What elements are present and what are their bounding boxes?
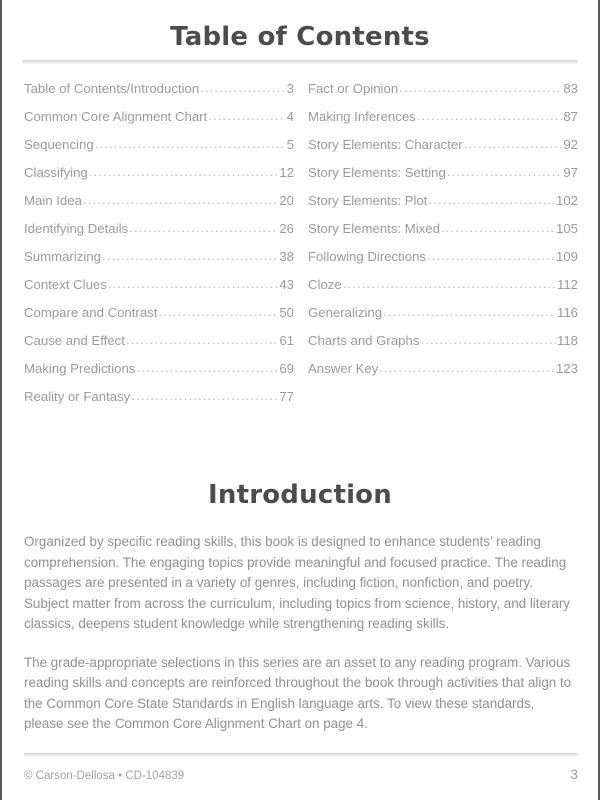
- toc-entry[interactable]: [308, 81, 578, 109]
- toc-leader-dots: [417, 108, 563, 123]
- toc-entry-label: Cause and Effect: [24, 333, 125, 348]
- toc-entry-page: 118: [556, 333, 578, 348]
- toc-entry-label: Making Inferences: [308, 109, 416, 124]
- toc-entry-page: 102: [555, 193, 578, 208]
- toc-entry[interactable]: [308, 249, 578, 277]
- toc-entry-page: 26: [279, 221, 294, 236]
- introduction-paragraph: Organized by specific reading skills, this book is designed to enhance students’ reading comprehension. The engaging topics provide meaningful and focused practice. The reading passages are presented in a variety of genres, including fiction, nonfiction, and poetry. Subject matter from across the curriculum, including topics from science, history, and literary classics, deepens student knowledge while strengthening reading skills.: [24, 534, 570, 631]
- introduction-paragraph: The grade-appropriate selections in this series are an asset to any reading program. Various reading skills and concepts are reinforced throughout the book through activities that align to the Common Core State Standards in English language arts. To view these standards, please see the Common Core Alignment Chart on page 4.: [24, 654, 572, 731]
- toc-entry[interactable]: [24, 109, 294, 137]
- toc-entry-label: Story Elements: Setting: [308, 165, 446, 180]
- toc-entry-page: 109: [555, 249, 578, 264]
- table-of-contents: [2, 81, 598, 417]
- toc-entry[interactable]: [308, 221, 578, 249]
- toc-leader-dots: [399, 80, 562, 95]
- toc-entry[interactable]: [24, 193, 294, 221]
- toc-entry-page: 20: [279, 193, 294, 208]
- copyright-notice: © Carson-Dellosa • CD-104839: [24, 770, 185, 782]
- footer-row: [24, 766, 578, 782]
- toc-entry[interactable]: [24, 305, 294, 333]
- toc-entry[interactable]: [308, 277, 578, 305]
- toc-leader-dots: [343, 276, 556, 291]
- toc-entry-label: Story Elements: Plot: [308, 193, 428, 208]
- toc-entry-label: Common Core Alignment Chart: [24, 109, 208, 124]
- header-divider: [22, 60, 578, 64]
- toc-entry[interactable]: [24, 361, 294, 389]
- footer-page-number: 3: [570, 766, 578, 782]
- toc-entry-label: Cloze: [308, 277, 342, 292]
- toc-entry-label: Table of Contents/Introduction: [24, 81, 200, 96]
- toc-entry[interactable]: [308, 361, 578, 389]
- page-footer: [2, 753, 598, 782]
- toc-leader-dots: [108, 276, 279, 291]
- toc-leader-dots: [200, 80, 285, 95]
- toc-entry-label: Reality or Fantasy: [24, 389, 131, 404]
- toc-entry-page: 105: [555, 221, 578, 236]
- toc-entry-label: Story Elements: Mixed: [308, 221, 440, 236]
- footer-divider: [24, 753, 578, 757]
- toc-entry[interactable]: [308, 165, 578, 193]
- toc-entry-page: 61: [279, 333, 294, 348]
- toc-leader-dots: [379, 360, 555, 375]
- toc-entry-page: 77: [279, 389, 294, 404]
- toc-entry-page: 4: [286, 109, 294, 124]
- toc-entry-page: 43: [279, 277, 294, 292]
- toc-entry-page: 83: [563, 81, 578, 96]
- toc-entry[interactable]: [24, 137, 294, 165]
- toc-entry-page: 5: [286, 137, 294, 152]
- toc-column-left: [24, 81, 294, 417]
- introduction-title: Introduction: [208, 480, 392, 510]
- introduction-body: [2, 532, 598, 735]
- page-title: Table of Contents: [170, 22, 430, 52]
- toc-leader-dots: [102, 248, 278, 263]
- toc-leader-dots: [129, 220, 278, 235]
- toc-entry-page: 123: [555, 361, 578, 376]
- toc-entry-label: Main Idea: [24, 193, 82, 208]
- toc-entry[interactable]: [308, 193, 578, 221]
- toc-entry-page: 50: [279, 305, 294, 320]
- toc-entry-page: 97: [563, 165, 578, 180]
- toc-entry[interactable]: [24, 221, 294, 249]
- toc-leader-dots: [427, 248, 555, 263]
- toc-entry[interactable]: [24, 81, 294, 109]
- toc-leader-dots: [464, 136, 563, 151]
- toc-leader-dots: [383, 304, 556, 319]
- toc-entry-page: 92: [563, 137, 578, 152]
- toc-column-right: [308, 81, 578, 417]
- toc-leader-dots: [95, 136, 286, 151]
- toc-entry[interactable]: [308, 333, 578, 361]
- toc-entry[interactable]: [24, 389, 294, 417]
- toc-leader-dots: [131, 388, 278, 403]
- toc-leader-dots: [428, 192, 555, 207]
- toc-leader-dots: [126, 332, 278, 347]
- toc-leader-dots: [89, 164, 279, 179]
- toc-entry-label: Classifying: [24, 165, 88, 180]
- toc-entry-label: Identifying Details: [24, 221, 129, 236]
- toc-entry[interactable]: [308, 137, 578, 165]
- toc-entry-label: Compare and Contrast: [24, 305, 158, 320]
- toc-leader-dots: [136, 360, 278, 375]
- toc-entry-label: Making Predictions: [24, 361, 136, 376]
- toc-entry-label: Context Clues: [24, 277, 107, 292]
- toc-entry[interactable]: [24, 333, 294, 361]
- toc-entry-label: Story Elements: Character: [308, 137, 463, 152]
- toc-entry[interactable]: [308, 305, 578, 333]
- toc-entry-label: Fact or Opinion: [308, 81, 399, 96]
- toc-entry-page: 38: [279, 249, 294, 264]
- toc-entry-label: Following Directions: [308, 249, 426, 264]
- toc-entry-page: 87: [563, 109, 578, 124]
- toc-entry-label: Summarizing: [24, 249, 101, 264]
- toc-leader-dots: [420, 332, 556, 347]
- toc-entry-label: Generalizing: [308, 305, 383, 320]
- toc-leader-dots: [208, 108, 285, 123]
- toc-entry[interactable]: [24, 249, 294, 277]
- toc-leader-dots: [158, 304, 278, 319]
- toc-entry-page: 116: [556, 305, 578, 320]
- toc-entry-label: Charts and Graphs: [308, 333, 420, 348]
- toc-entry-page: 69: [279, 361, 294, 376]
- toc-entry-label: Answer Key: [308, 361, 379, 376]
- toc-entry-page: 3: [286, 81, 294, 96]
- toc-entry[interactable]: [308, 109, 578, 137]
- toc-leader-dots: [441, 220, 555, 235]
- toc-leader-dots: [447, 164, 563, 179]
- toc-entry[interactable]: [24, 277, 294, 305]
- toc-leader-dots: [83, 192, 278, 207]
- toc-entry-page: 112: [556, 277, 578, 292]
- toc-entry[interactable]: [24, 165, 294, 193]
- toc-entry-label: Sequencing: [24, 137, 94, 152]
- toc-entry-page: 12: [279, 165, 294, 180]
